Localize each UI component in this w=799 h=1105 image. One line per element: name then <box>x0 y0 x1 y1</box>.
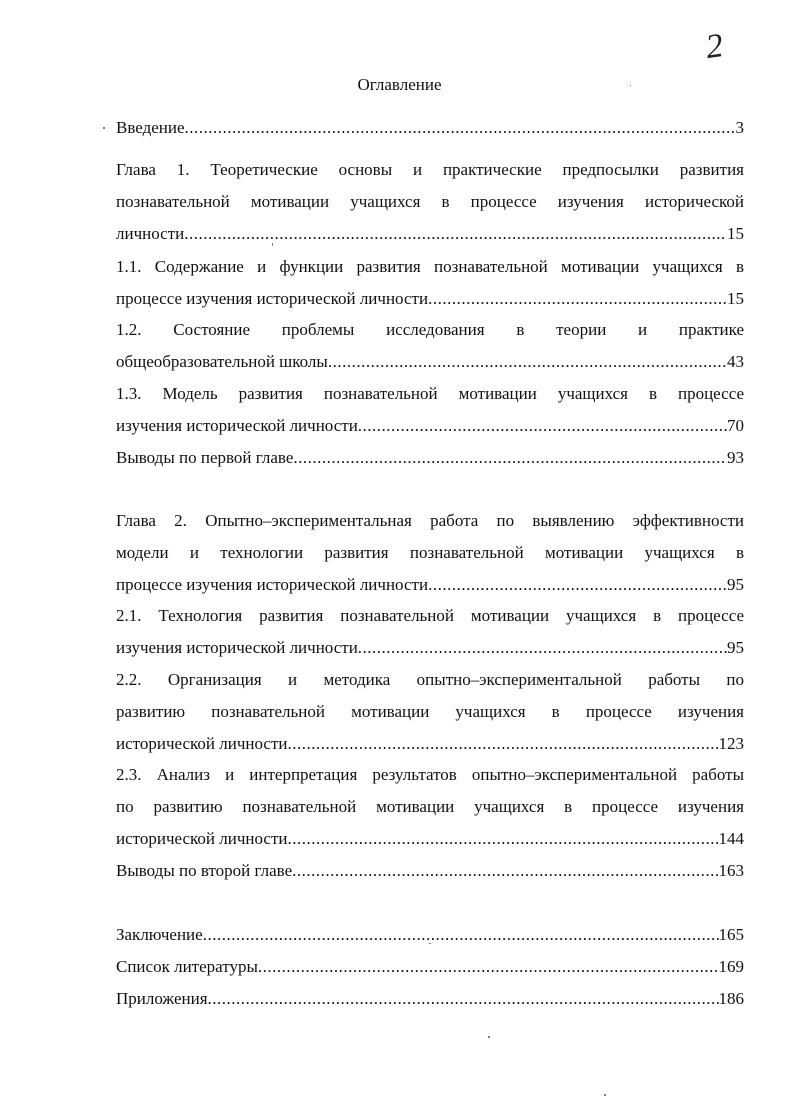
page-number: 169 <box>718 957 744 976</box>
page-number: 144 <box>718 829 744 848</box>
toc-chapter-2-line1: Глава 2. Опытно–экспериментальная работа по выявлению эффективности <box>116 511 744 530</box>
toc-section-1-3-line1: 1.3. Модель развития познавательной мотивации учащихся в процессе <box>116 384 744 403</box>
toc-entry-conclusion: Заключение ..... 165 <box>116 919 744 951</box>
page-number: 93 <box>727 448 744 467</box>
page-number: 123 <box>718 734 744 753</box>
page-number: 15 <box>727 224 744 243</box>
toc-chapter-1-line1: Глава 1. Теоретические основы и практические предпосылки развития <box>116 160 744 179</box>
toc-section-2-3-line1: 2.3. Анализ и интерпретация результатов опытно–экспериментальной работы <box>116 765 744 784</box>
scan-speck <box>429 943 431 944</box>
toc-entry-appendices: Приложения ..... 186 <box>116 983 744 1015</box>
toc-section-1-2-line1: 1.2. Состояние проблемы исследования в теории и практике <box>116 320 744 339</box>
scan-speck <box>630 85 631 86</box>
toc-section-1-1-line1: 1.1. Содержание и функции развития познавательной мотивации учащихся в <box>116 257 744 276</box>
page-number: 95 <box>727 638 744 657</box>
scan-speck <box>272 243 273 246</box>
toc-section-2-2-line3: исторической личности ..... 123 <box>116 728 744 760</box>
toc-chapter-2-line3: процессе изучения исторической личности ..... 95 <box>116 569 744 601</box>
toc-section-2-2-line1: 2.2. Организация и методика опытно–экспериментальной работы по <box>116 670 744 689</box>
toc-entry-intro: Введение ..... 3 <box>116 112 744 144</box>
toc-entry-chapter-2-conclusions: Выводы по второй главе ..... 163 <box>116 855 744 887</box>
toc-section-2-3-line2: по развитию познавательной мотивации учащихся в процессе изучения <box>116 797 744 816</box>
toc-entry-references: Список литературы ..... 169 <box>116 951 744 983</box>
scan-speck <box>103 127 105 129</box>
toc-section-2-3-line3: исторической личности ..... 144 <box>116 823 744 855</box>
toc-chapter-2-line2: модели и технологии развития познавательной мотивации учащихся в <box>116 543 744 562</box>
scan-speck <box>604 1094 606 1096</box>
page-number: 15 <box>727 289 744 308</box>
page-number: 165 <box>718 925 744 944</box>
page-number: 163 <box>718 861 744 880</box>
page-number: 43 <box>727 352 744 371</box>
toc-entry-chapter-1-conclusions: Выводы по первой главе ..... 93 <box>116 442 744 474</box>
toc-section-2-1-line1: 2.1. Технология развития познавательной мотивации учащихся в процессе <box>116 606 744 625</box>
scan-speck <box>488 1036 490 1038</box>
toc-section-2-2-line2: развитию познавательной мотивации учащихся в процессе изучения <box>116 702 744 721</box>
handwritten-page-mark: 2 <box>703 27 726 67</box>
page-number: 3 <box>735 118 744 137</box>
toc-chapter-1-line2: познавательной мотивации учащихся в процессе изучения исторической <box>116 192 744 211</box>
toc-section-2-1-line2: изучения исторической личности ..... 95 <box>116 632 744 664</box>
page-title: Оглавление <box>357 75 442 94</box>
page-number: 70 <box>727 416 744 435</box>
toc-section-1-2-line2: общеобразовательной школы ..... 43 <box>116 346 744 378</box>
page-number: 186 <box>718 989 744 1008</box>
toc-section-1-1-line2: процессе изучения исторической личности ..... 15 <box>116 283 744 315</box>
toc-section-1-3-line2: изучения исторической личности ..... 70 <box>116 410 744 442</box>
toc-chapter-1-line3: личности ..... 15 <box>116 218 744 250</box>
page-number: 95 <box>727 575 744 594</box>
